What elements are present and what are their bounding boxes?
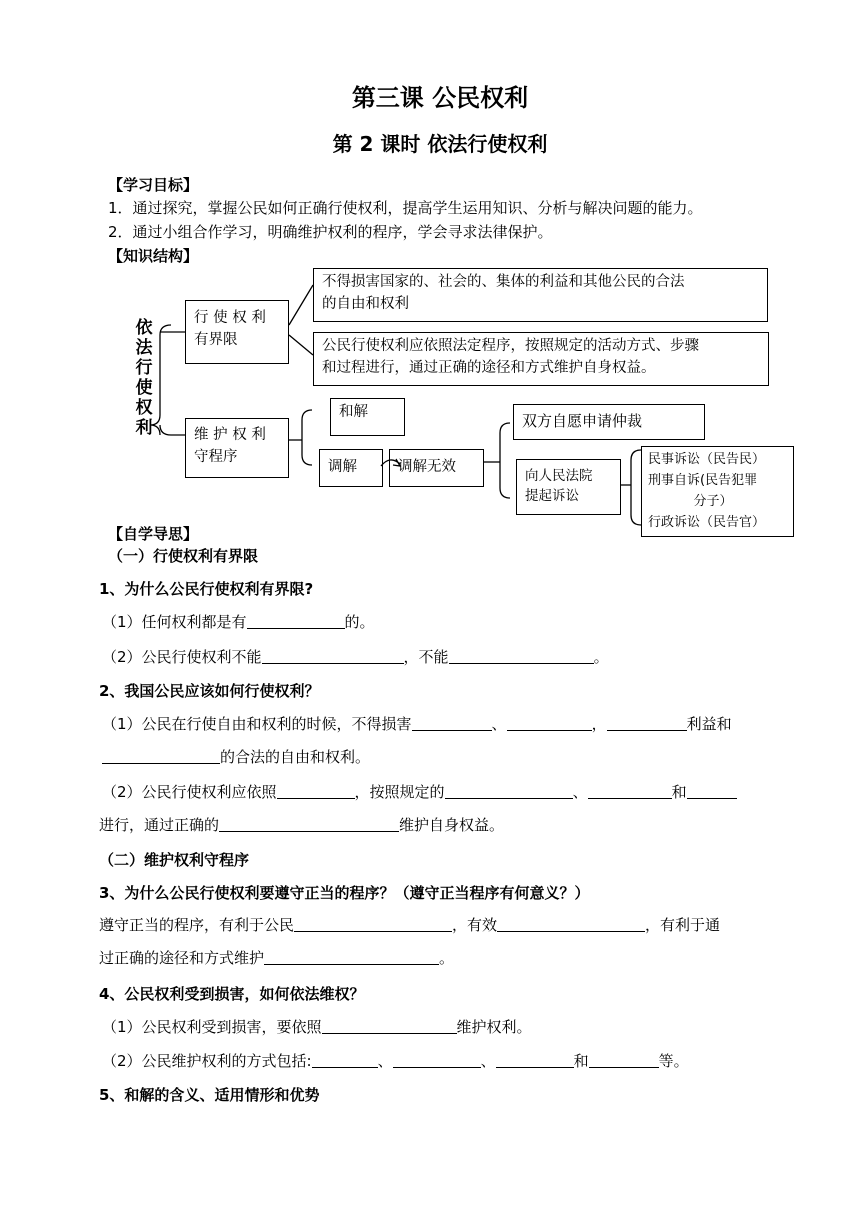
page-subtitle: 第 2 课时 依法行使权利 (332, 132, 548, 156)
question-4: 4、公民权利受到损害，如何依法维权？ (99, 985, 365, 1003)
q4-line-2: （2）公民维护权利的方式包括: 、 、 和 等。 (102, 1052, 689, 1070)
structure-root: 依法行使权利 (135, 318, 153, 438)
blank[interactable] (277, 782, 355, 799)
structure-heading: 【知识结构】 (108, 247, 199, 265)
blank[interactable] (219, 815, 399, 832)
q1-line-1: （1）任何权利都是有 的。 (102, 613, 375, 631)
part2-heading: （二）维护权利守程序 (99, 851, 250, 869)
goals-heading: 【学习目标】 (108, 176, 199, 194)
blank[interactable] (588, 782, 672, 799)
q2-line-1: （1）公民在行使自由和权利的时候，不得损害 、 ， 利益和 (102, 715, 732, 733)
blank[interactable] (264, 948, 439, 965)
blank[interactable] (102, 747, 220, 764)
guide-heading: 【自学导思】 (108, 525, 199, 543)
question-1: 1、为什么公民行使权利有界限? (99, 580, 314, 598)
blank[interactable] (247, 612, 345, 629)
box-reconcile: 和解 (330, 398, 405, 436)
box-mediate-fail: 调解无效 (389, 449, 484, 487)
goal-item-2: 2．通过小组合作学习，明确维护权利的程序，学会寻求法律保护。 (108, 223, 553, 241)
box-lawsuit-types: 民事诉讼（民告民） 刑事自诉(民告犯罪 分子） 行政诉讼（民告官） (641, 446, 794, 537)
q3-line-1: 遵守正当的程序，有利于公民 ，有效 ，有利于通 (99, 916, 721, 934)
q2-line-3: （2）公民行使权利应依照 ，按照规定的 、 和 (102, 781, 737, 802)
box-exercise-limits: 行 使 权 利 有界限 (185, 300, 289, 364)
blank[interactable] (312, 1051, 378, 1068)
blank[interactable] (687, 782, 737, 799)
question-2: 2、我国公民应该如何行使权利？ (99, 682, 320, 700)
box-legal-procedure: 公民行使权利应依照法定程序，按照规定的活动方式、步骤 和过程进行，通过正确的途径和方式维护自身权益。 (313, 332, 769, 386)
box-mediate: 调解 (319, 449, 383, 487)
blank[interactable] (445, 782, 573, 799)
blank[interactable] (497, 915, 645, 932)
box-protect-rights: 维 护 权 利 守程序 (185, 418, 289, 478)
blank[interactable] (607, 714, 687, 731)
box-arbitration: 双方自愿申请仲裁 (513, 404, 705, 440)
blank[interactable] (393, 1051, 481, 1068)
blank[interactable] (262, 647, 404, 664)
question-5: 5、和解的含义、适用情形和优势 (99, 1086, 320, 1104)
box-lawsuit: 向人民法院 提起诉讼 (516, 459, 621, 515)
blank[interactable] (322, 1017, 457, 1034)
blank[interactable] (496, 1051, 574, 1068)
part1-heading: （一）行使权利有界限 (108, 547, 259, 565)
q3-line-2: 过正确的途径和方式维护 。 (99, 949, 455, 967)
question-3: 3、为什么公民行使权利要遵守正当的程序？（遵守正当程序有何意义？） (99, 884, 590, 902)
blank[interactable] (507, 714, 592, 731)
q1-line-2: （2）公民行使权利不能 ，不能 。 (102, 648, 609, 666)
blank[interactable] (412, 714, 492, 731)
blank[interactable] (589, 1051, 659, 1068)
blank[interactable] (449, 647, 594, 664)
q2-line-4: 进行，通过正确的 维护自身权益。 (99, 816, 505, 834)
q4-line-1: （1）公民权利受到损害，要依照 维护权利。 (102, 1018, 532, 1036)
goal-item-1: 1．通过探究，掌握公民如何正确行使权利，提高学生运用知识、分析与解决问题的能力。 (108, 199, 703, 217)
q2-line-2: 的合法的自由和权利。 (102, 746, 370, 767)
box-no-harm: 不得损害国家的、社会的、集体的利益和其他公民的合法 的自由和权利 (313, 268, 768, 322)
blank[interactable] (294, 915, 452, 932)
page-title: 第三课 公民权利 (351, 84, 529, 112)
